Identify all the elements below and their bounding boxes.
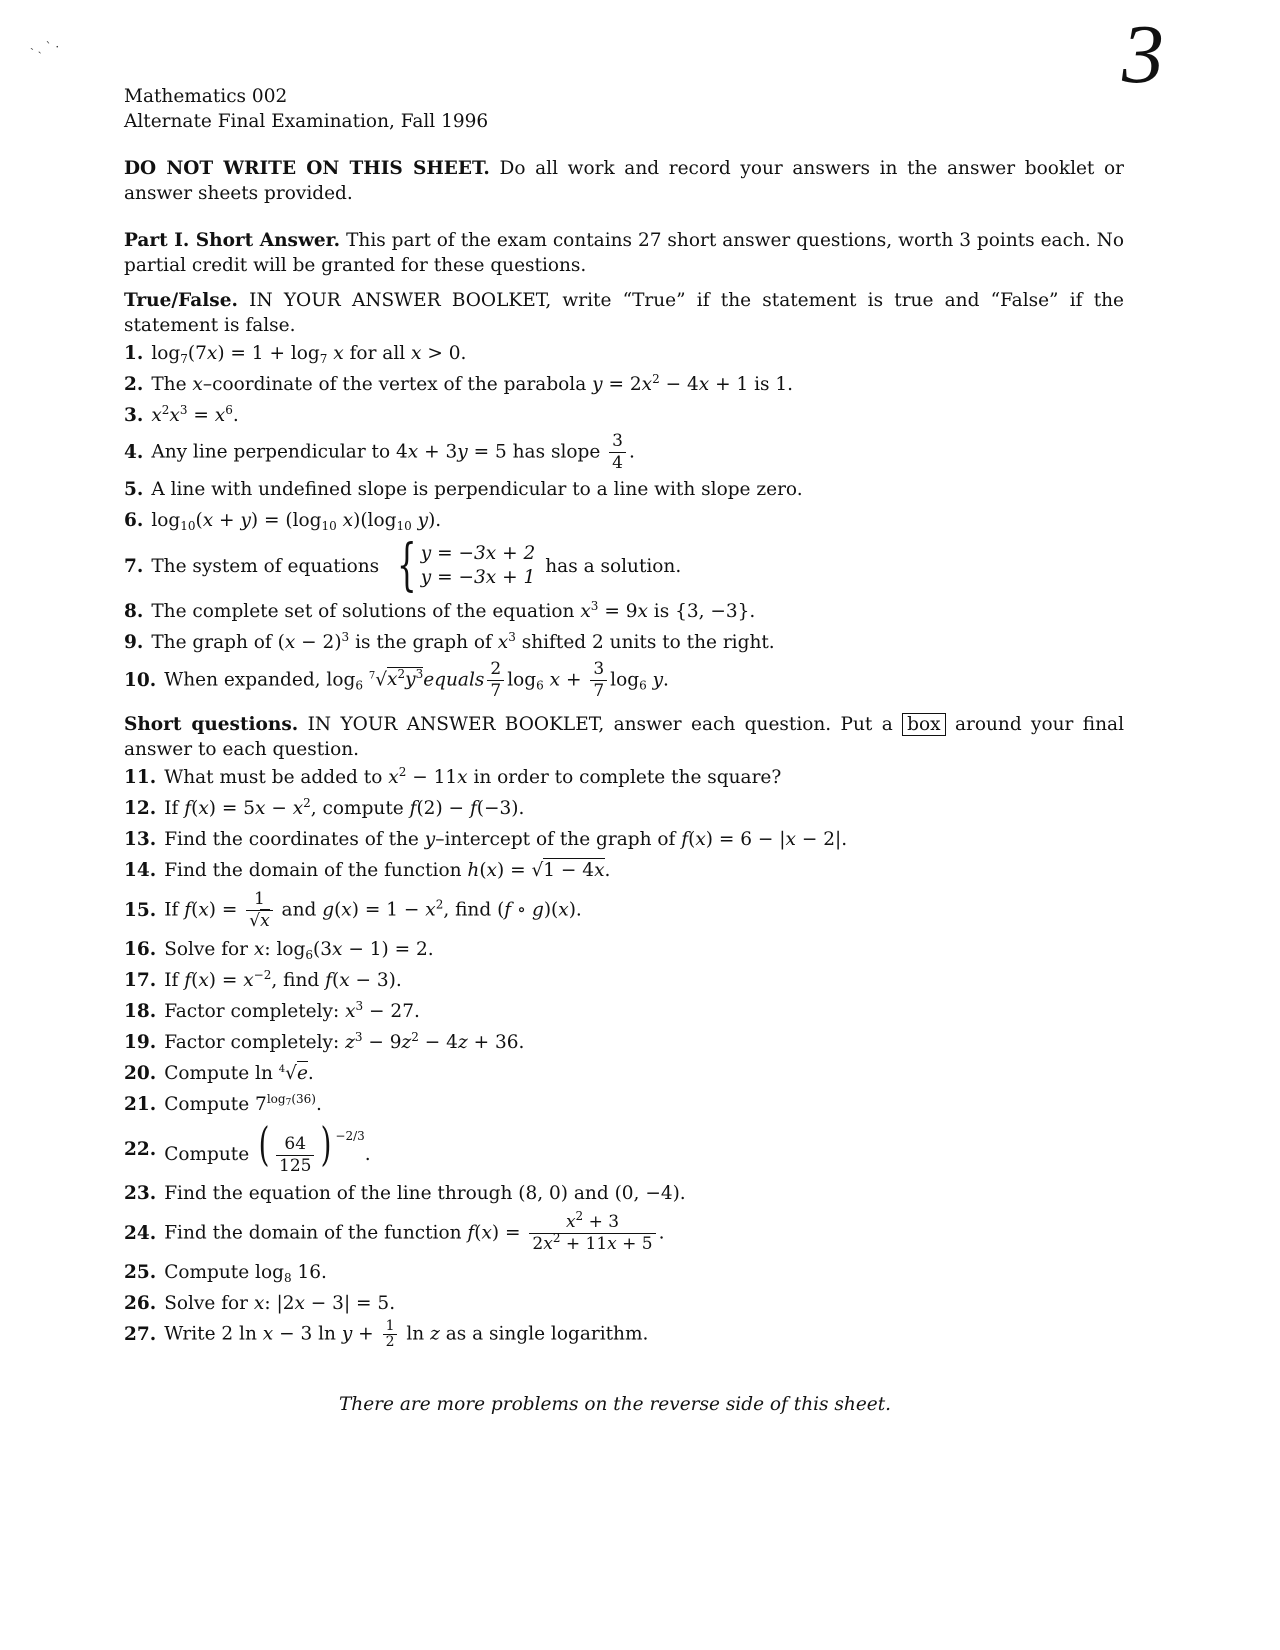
question-6: 6. $\log_{10}(x + y) = (\log_{10}$ $x)(\log_{10}$ y). (124, 510, 442, 533)
question-13: 13. Find the coordinates of the y–intercept of the graph of f(x) = 6 − |x − 2|. (124, 829, 848, 850)
question-18: 18. Factor completely: $x^3 - 27$. (124, 999, 420, 1022)
question-21: 21. Compute $7^{log_7(36)}$. (124, 1092, 322, 1115)
question-14: 14. Find the domain of the function h(x) = √1 − 4x. (124, 860, 611, 881)
truefalse-heading: True/False. (124, 290, 238, 311)
instructions-notice (124, 156, 1124, 206)
question-17: 17. If $f(x) = x^{-2}$, find f(x − 3). (124, 968, 402, 991)
scan-specks: ˴ ˎ ˋ · (30, 40, 60, 54)
question-26: 26. Solve for x: |2x − 3| = 5. (124, 1293, 396, 1314)
question-27: 27. Write 2 ln x − 3 ln y + $\frac{1}{2}$ ln z as a single logarithm. (124, 1318, 649, 1350)
part1-heading: Part I. Short Answer. (124, 230, 341, 251)
question-10: 10. When expanded, $\log_6$ $^7√x^2y^3equals$ $\frac{2}{7}$ $\log_6 x$ + $\frac{3}{7}$ $\log_6 y$. (124, 658, 669, 701)
question-1: 1. $\log_7(7x) = 1 + \log_7 x$ for all x > 0. (124, 343, 467, 366)
truefalse-text: IN YOUR ANSWER BOOLKET, write “True” if the statement is true and “False” if the statement is false. (124, 290, 1124, 336)
question-4: 4. Any line perpendicular to 4x + 3y = 5 has slope $\frac{3}{4}$ . (124, 431, 635, 473)
question-20: 20. Compute ln $^4$√e. (124, 1063, 314, 1084)
shortq-heading: Short questions. (124, 714, 299, 735)
question-15: 15. If f(x) = $\frac{1}{√x}$ and $g(x) = 1 - x^2$, find (f ∘ g)(x). (124, 888, 582, 931)
question-23: 23. Find the equation of the line through (8, 0) and (0, −4). (124, 1183, 686, 1204)
equation-system: { y = −3x + 2 y = −3x + 1 (397, 533, 536, 598)
part1-text: This part of the exam contains 27 short answer questions, worth 3 points each. No partial credit will be granted for these questions. (124, 230, 1124, 276)
footer-note: There are more problems on the reverse side of this sheet. (338, 1394, 892, 1415)
question-11: 11. What must be added to $x^2 - 11x$ in order to complete the square? (124, 765, 782, 788)
question-3: 3. $x^2x^3 = x^6$. (124, 403, 239, 426)
question-22: 22. Compute ( $\frac{64}{125}$ ) $^{-2/3}$. (124, 1117, 371, 1176)
part1-intro (124, 228, 1124, 278)
notice-text: Do all work and record your answers in the answer booklet or answer sheets provided. (124, 158, 1124, 204)
question-8: 8. The complete set of solutions of the equation $x^3 = 9x$ is {3, −3}. (124, 599, 756, 622)
exam-document (124, 84, 1124, 1350)
question-24: 24. Find the domain of the function f(x) = $\frac{x^2 + 3}{2x^2 + 11x + 5}$ . (124, 1208, 665, 1254)
question-5: 5. A line with undefined slope is perpendicular to a line with slope zero. (124, 479, 803, 500)
page-number: 3 (1122, 8, 1164, 101)
shortq-intro: Short questions. IN YOUR ANSWER BOOKLET, answer each question. Put a box around your final answer to each question. (124, 714, 1124, 760)
exam-header (124, 84, 1124, 134)
question-2: 2. The x–coordinate of the vertex of the parabola $y = 2x^2 - 4x + 1$ is 1. (124, 372, 794, 395)
notice-bold: DO NOT WRITE ON THIS SHEET. (124, 158, 490, 179)
question-19: 19. Factor completely: $z^3 - 9z^2 - 4z + 36$. (124, 1030, 525, 1053)
truefalse-intro (124, 288, 1124, 338)
course-title: Mathematics 002 (124, 86, 288, 107)
question-25: 25. Compute $\log_8 16$. (124, 1262, 327, 1285)
boxed-word: box (902, 713, 945, 736)
question-12: 12. If $f(x) = 5x - x^2$, compute f(2) − f(−3). (124, 796, 525, 819)
question-7: 7. The system of equations { y = −3x + 2 y = −3x + 1 has a solution. (124, 533, 682, 598)
question-16: 16. Solve for x: $\log_6(3x - 1) = 2$. (124, 939, 434, 962)
question-9: 9. The graph of $(x - 2)^3$ is the graph of $x^3$ shifted 2 units to the right. (124, 630, 775, 653)
exam-title: Alternate Final Examination, Fall 1996 (124, 111, 489, 132)
